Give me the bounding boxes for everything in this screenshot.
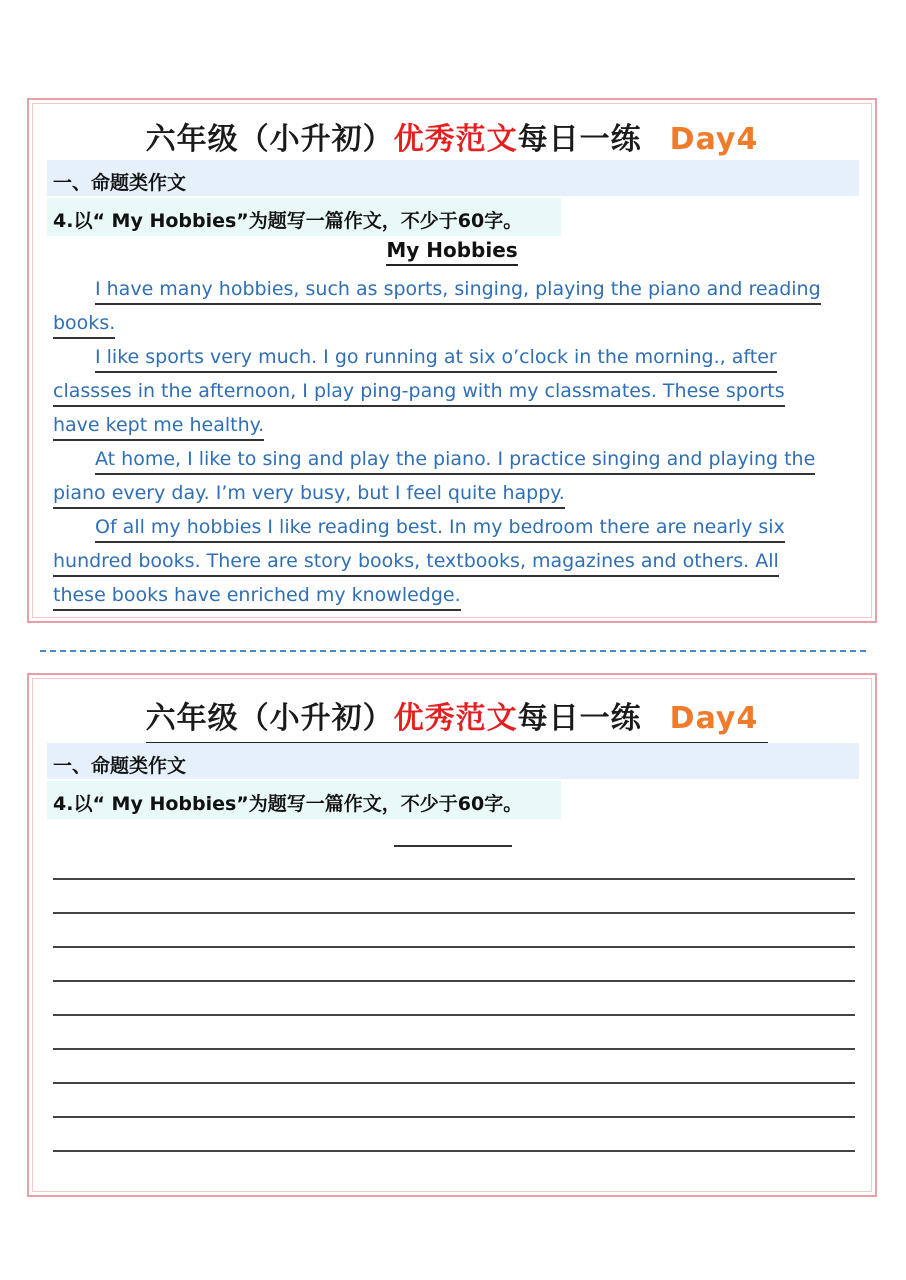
writing-line[interactable]: [53, 912, 855, 914]
writing-line[interactable]: [53, 878, 855, 880]
section-header: [47, 743, 859, 779]
title-daily: 每日一练: [517, 701, 642, 736]
writing-line[interactable]: [53, 1048, 855, 1050]
title-daily: 每日一练: [517, 122, 642, 157]
title-grade: 六年级（小升初）: [145, 122, 394, 157]
prompt-highlight: [47, 198, 561, 236]
title-day: Day4: [669, 122, 759, 157]
essay-title: My Hobbies: [29, 238, 875, 262]
writing-line[interactable]: [53, 1116, 855, 1118]
essay-line: At home, I like to sing and play the piano. I practice singing and playing the: [53, 442, 859, 476]
cut-line-divider: [40, 650, 866, 652]
worksheet-title: [29, 114, 875, 162]
writing-line[interactable]: [53, 946, 855, 948]
title-day: Day4: [669, 701, 759, 736]
section-header: [47, 160, 859, 196]
essay-line: I have many hobbies, such as sports, singing, playing the piano and reading: [53, 272, 859, 306]
essay-line: Of all my hobbies I like reading best. In my bedroom there are nearly six: [53, 510, 859, 544]
essay-line: I like sports very much. I go running at six o’clock in the morning., after: [53, 340, 859, 374]
worksheet-title: [29, 693, 875, 741]
title-blank-line[interactable]: [394, 845, 512, 847]
title-highlight: 优秀范文: [393, 122, 518, 157]
section-label: 一、命题类作文: [53, 755, 187, 777]
title-grade: 六年级（小升初）: [145, 701, 394, 736]
practice-card: [27, 673, 877, 1197]
essay-line: hundred books. There are story books, textbooks, magazines and others. All: [53, 544, 859, 578]
essay-line: classses in the afternoon, I play ping-pang with my classmates. These sports: [53, 374, 859, 408]
essay-line: piano every day. I’m very busy, but I feel quite happy.: [53, 476, 859, 510]
section-label: 一、命题类作文: [53, 172, 187, 194]
writing-line[interactable]: [53, 1150, 855, 1152]
prompt-highlight: [47, 781, 561, 819]
essay-line: have kept me healthy.: [53, 408, 859, 442]
writing-line[interactable]: [53, 1014, 855, 1016]
title-highlight: 优秀范文: [393, 701, 518, 736]
essay-body: [53, 272, 859, 612]
writing-prompt: 4.以“ My Hobbies”为题写一篇作文，不少于60字。: [53, 210, 523, 232]
model-essay-card: [27, 98, 877, 623]
essay-line: books.: [53, 306, 859, 340]
writing-prompt: 4.以“ My Hobbies”为题写一篇作文，不少于60字。: [53, 793, 523, 815]
essay-line: these books have enriched my knowledge.: [53, 578, 859, 612]
writing-line[interactable]: [53, 980, 855, 982]
writing-line[interactable]: [53, 1082, 855, 1084]
